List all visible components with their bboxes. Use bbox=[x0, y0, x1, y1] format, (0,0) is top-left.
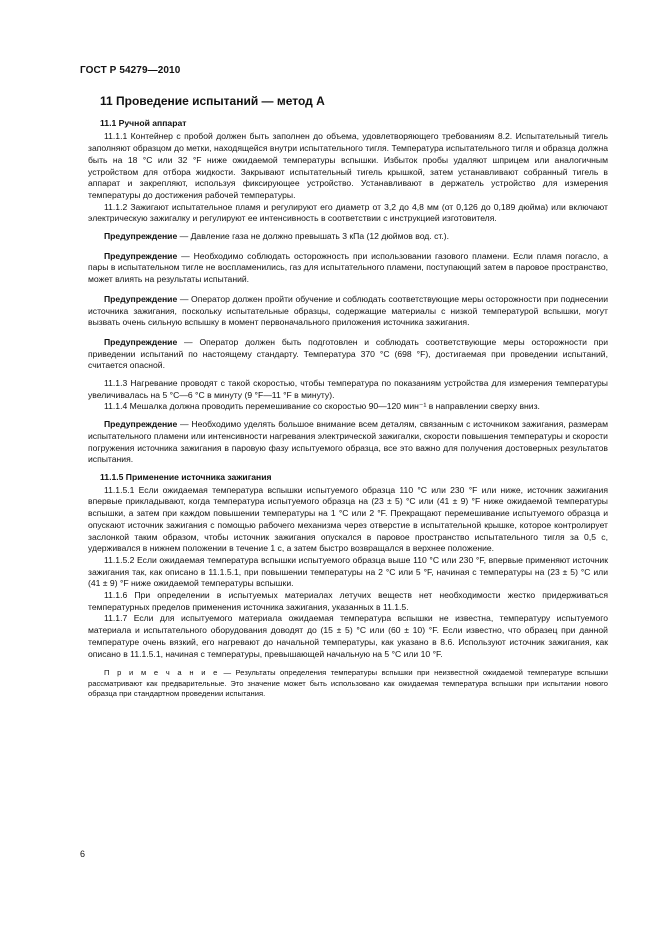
note bbox=[88, 668, 608, 700]
warning-operator-ignition bbox=[88, 294, 608, 329]
warning-operator-temperature bbox=[88, 337, 608, 372]
subsection-heading: 11.1 Ручной аппарат bbox=[100, 117, 187, 128]
warning-text: — Необходимо уделять большое внимание всем деталям, связанным с источником зажигания, размерам испытательного пламени или интенсивности нагревания электрической зажигалки, скорости повышения температуры и скорости погружения источника зажигания в паровую фазу испытуемого образца, все это важно для получения достоверных результатов испытания. bbox=[88, 419, 608, 465]
warning-ignition-details bbox=[88, 419, 608, 466]
warning-label: Предупреждение bbox=[104, 231, 178, 242]
warning-gas-pressure bbox=[88, 231, 608, 243]
paragraph-11-1-3: 11.1.3 Нагревание проводят с такой скоростью, чтобы температура по показаниям устройства для измерения температуры увеличивалась на 5 °С—6 °С в минуту (9 °F—11 °F в минуту). bbox=[88, 378, 608, 400]
paragraph-11-1-5-1: 11.1.5.1 Если ожидаемая температура вспышки испытуемого образца 110 °С или 230 °F или ниже, источник зажигания впервые прикладывают, когда температура испытуемого образца на (23 ± 5) °С или (41 ± 9) °F ниже ожидаемой температуры вспышки, а затем при каждом повышении температуры на 1 °С или 2 °F. Прекращают перемешивание испытуемого образца и опускают источник зажигания с помощью рабочего механизма через отверстие в испытательной крышке, которое контролирует заслонкой таким образом, чтобы источник зажигания опускался в паровое пространство испытательного тигля за 0,5 с, удерживался в нижнем положении в течение 1 с, а затем быстро возвращался в верхнее положение. bbox=[88, 484, 608, 554]
warning-label: Предупреждение bbox=[104, 250, 178, 261]
warning-label: Предупреждение bbox=[104, 336, 178, 347]
warning-label: Предупреждение bbox=[104, 419, 178, 430]
section-heading: 11 Проведение испытаний — метод А bbox=[100, 94, 325, 108]
page-number: 6 bbox=[80, 849, 86, 859]
warning-text: — Необходимо соблюдать осторожность при использовании газового пламени. Если пламя погасло, а пары в испытательном тигле не воспламенились, газ для испытательного пламени, поступающий затем в паровое пространство, может влиять на результаты испытаний. bbox=[88, 250, 608, 285]
warning-text: — Оператор должен быть подготовлен и соблюдать соответствующие меры осторожности при приведении испытаний по настоящему стандарту. Температура 370 °С (698 °F), достигаемая при проведении испытаний, считается опасной. bbox=[88, 336, 608, 371]
paragraph-11-1-2: 11.1.2 Зажигают испытательное пламя и регулируют его диаметр от 3,2 до 4,8 мм (от 0,126 до 0,189 дюйма) или включают электрическую зажигалку и регулируют ее интенсивность в соответствии с инструкцией изготовителя. bbox=[88, 201, 608, 224]
paragraph-11-1-6: 11.1.6 При определении в испытуемых материалах летучих веществ нет необходимости жестко придерживаться температурных пределов применения источника зажигания, указанных в 11.1.5. bbox=[88, 590, 608, 612]
paragraph-11-1-4: 11.1.4 Мешалка должна проводить перемешивание со скоростью 90—120 мин⁻¹ в направлении сверху вниз. bbox=[104, 401, 540, 412]
note-text: — Результаты определения температуры вспышки при неизвестной ожидаемой температуре вспышки рассматривают как предварительные. Это значение может быть использовано как ожидаемая температура вспышки при испытании нового образца при стандартном проведении испытания. bbox=[88, 668, 608, 699]
page-content bbox=[88, 96, 608, 700]
subsubsection-heading: 11.1.5 Применение источника зажигания bbox=[100, 471, 272, 482]
warning-label: Предупреждение bbox=[104, 293, 178, 304]
paragraph-11-1-5-2: 11.1.5.2 Если ожидаемая температура вспышки испытуемого образца выше 110 °С или 230 °F, впервые применяют источник зажигания так, как описано в 11.1.5.1, при повышении температуры на 2 °С или 5 °F, начиная с температуры на (23 ± 5) °С или (41 ± 9) °F ниже ожидаемой температуры вспышки. bbox=[88, 554, 608, 589]
paragraph-11-1-1: 11.1.1 Контейнер с пробой должен быть заполнен до объема, удовлетворяющего требованиям 8.2. Испытательный тигель заполняют образцом до метки, находящейся внутри испытательного тигля. Температура испытательного тигля и образца должна быть на 18 °С или 32 °F ниже ожидаемой температуры вспышки. Избыток пробы удаляют шприцем или аналогичным устройством для отбора жидкости. Закрывают испытательный тигель крышкой, затем устанавливают собранный тигель в аппарат и закрепляют, используя фиксирующее устройство. Устанавливают в держатель устройство для измерения температуры до достижения рабочей температуры. bbox=[88, 131, 608, 200]
paragraph-11-1-7: 11.1.7 Если для испытуемого материала ожидаемая температура вспышки не известна, температуру испытуемого материала и испытательного оборудования доводят до (15 ± 5) °С или (60 ± 10) °F. Если известно, что образец при данной температуре очень вязкий, его нагревают до начальной температуры, как указано в 8.6. Используют источник зажигания, как описано в 11.1.5.1, начиная с температуры, превышающей начальную на 5 °С или 10 °F. bbox=[88, 613, 608, 659]
warning-text: — Оператор должен пройти обучение и соблюдать соответствующие меры осторожности при поднесении источника зажигания, поскольку испытательные образцы, содержащие материалы с низкой температурой вспышки, могут вызвать очень сильную вспышку в момент первоначального приложения источника зажигания. bbox=[88, 293, 608, 328]
note-label: П р и м е ч а н и е bbox=[104, 668, 219, 678]
standard-header: ГОСТ Р 54279—2010 bbox=[80, 65, 181, 76]
warning-text: — Давление газа не должно превышать 3 кПа (12 дюймов вод. ст.). bbox=[177, 231, 449, 242]
warning-gas-flame bbox=[88, 251, 608, 286]
